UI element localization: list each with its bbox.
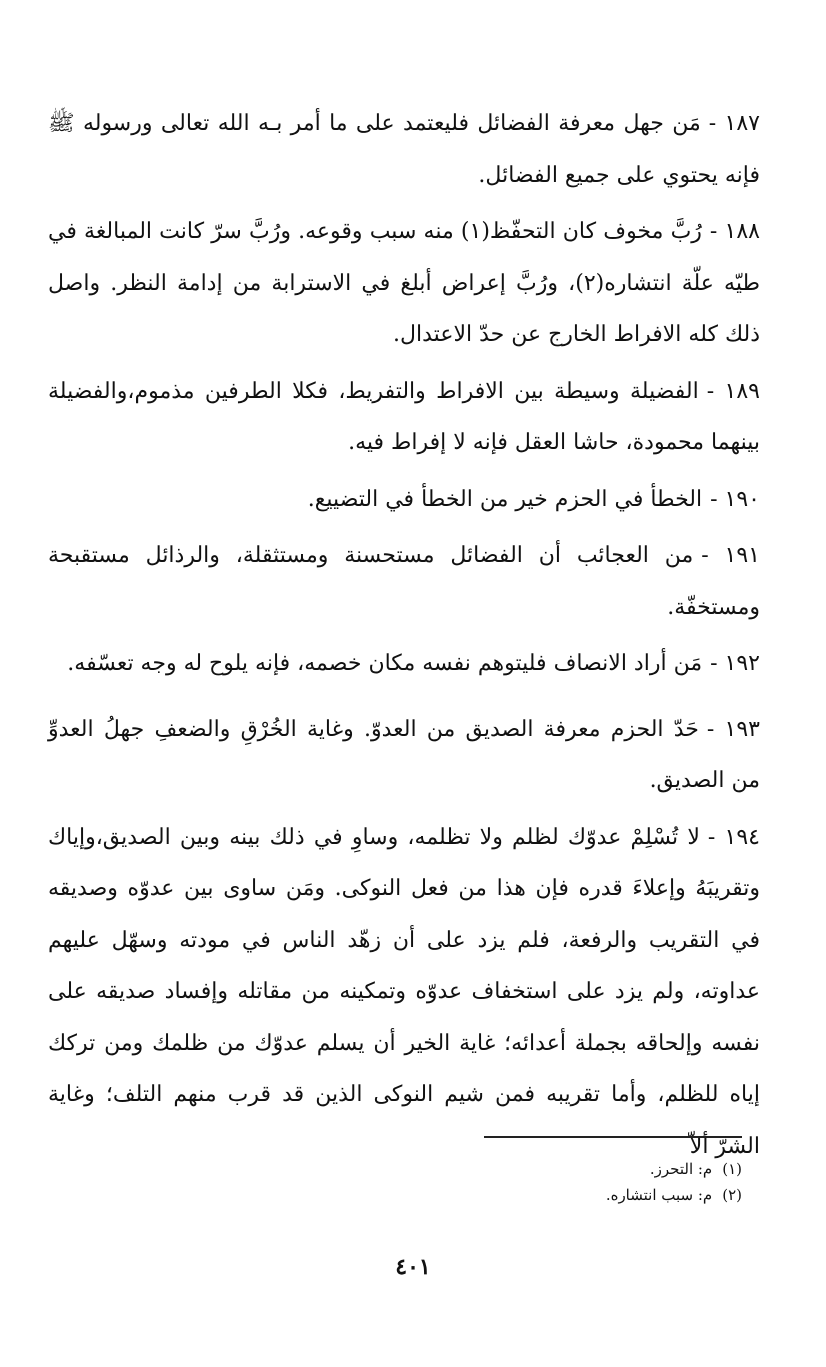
- aphorism-text: من العجائب أن الفضائل مستحسنة ومستثقلة، والرذائل مستقبحة ومستخفّة.: [48, 543, 760, 620]
- aphorism-text: لا تُسْلِمْ عدوّك لظلم ولا تظلمه، وساوِ في ذلك بينه وبين الصديق،وإياك وتقريبَهُ وإعلاءَ قدره فإن هذا من فعل النوكى. ومَن ساوى بين عدوّه وصديقه في التقريب والرفعة، فلم يزد على أن زهّد الناس في مودته وسهّل عليهم عداوته، ولم يزد على استخفاف عدوّه وتمكينه من مقاتله وإفساد صديقه على نفسه وإلحاقه بجملة أعدائه؛ غاية الخير أن يسلم عدوّك من ظلمك ومن تركك إياه للظلم، وأما تقريبه فمن شيم النوكى الذين قد قرب منهم التلف؛ وغاية الشرّ ألاّ: [48, 824, 760, 1159]
- aphorism-189: [48, 366, 760, 469]
- footnote-mark: (٢): [722, 1186, 742, 1204]
- aphorism-number: ١٨٨ -: [709, 219, 760, 244]
- aphorism-text: الفضيلة وسيطة بين الافراط والتفريط، فكلا الطرفين مذموم،والفضيلة بينهما محمودة، حاشا العقل فإنه لا إفراط فيه.: [48, 378, 760, 455]
- aphorism-number: ١٩٤ -: [707, 824, 760, 850]
- aphorism-188: [48, 206, 760, 361]
- footnote-text: م: سبب انتشاره.: [605, 1186, 713, 1204]
- aphorism-187: [48, 98, 760, 201]
- aphorism-text: مَن أراد الانصاف فليتوهم نفسه مكان خصمه، فإنه يلوح له وجه تعسّفه.: [67, 651, 703, 676]
- footnote-divider: [484, 1136, 742, 1138]
- footnote-1: [342, 1156, 742, 1182]
- aphorism-text: حَدّ الحزم معرفة الصديق من العدوّ. وغاية الخُرْقِ والضعفِ جهلُ العدوِّ من الصديق.: [48, 716, 760, 793]
- footnote-2: [342, 1182, 742, 1208]
- aphorism-number: ١٩٣ -: [706, 716, 760, 742]
- aphorism-text: رُبَّ مخوف كان التحفّظ(١) منه سبب وقوعه. ورُبَّ سرّ كانت المبالغة في طيّه علّة انتشاره(٢)، ورُبَّ إعراض أبلغ في الاسترابة من إدامة النظر. واصل ذلك كله الافراط الخارج عن حدّ الاعتدال.: [48, 219, 761, 347]
- footnote-mark: (١): [722, 1160, 742, 1178]
- aphorism-number: ١٩٢ -: [710, 651, 760, 676]
- aphorism-number: ١٨٧ -: [708, 111, 760, 136]
- aphorism-194: [48, 812, 760, 1173]
- aphorism-text: مَن جهل معرفة الفضائل فليعتمد على ما أمر بـه الله تعالى ورسوله ﷺ فإنه يحتوي على جميع الفضائل.: [48, 111, 760, 188]
- aphorism-number: ١٩٠ -: [710, 486, 760, 512]
- aphorism-193: [48, 704, 760, 807]
- aphorism-191: [48, 530, 760, 633]
- footnotes: [342, 1156, 742, 1208]
- aphorism-number: ١٨٩ -: [706, 378, 760, 404]
- aphorism-192: [48, 638, 760, 690]
- aphorism-190: [48, 474, 760, 526]
- page-number: ٤٠١: [395, 1254, 431, 1280]
- main-text: [48, 98, 760, 1177]
- footnote-text: م: التحرز.: [649, 1160, 713, 1178]
- aphorism-text: الخطأ في الحزم خير من الخطأ في التضييع.: [307, 486, 703, 512]
- aphorism-number: ١٩١ -: [701, 543, 760, 568]
